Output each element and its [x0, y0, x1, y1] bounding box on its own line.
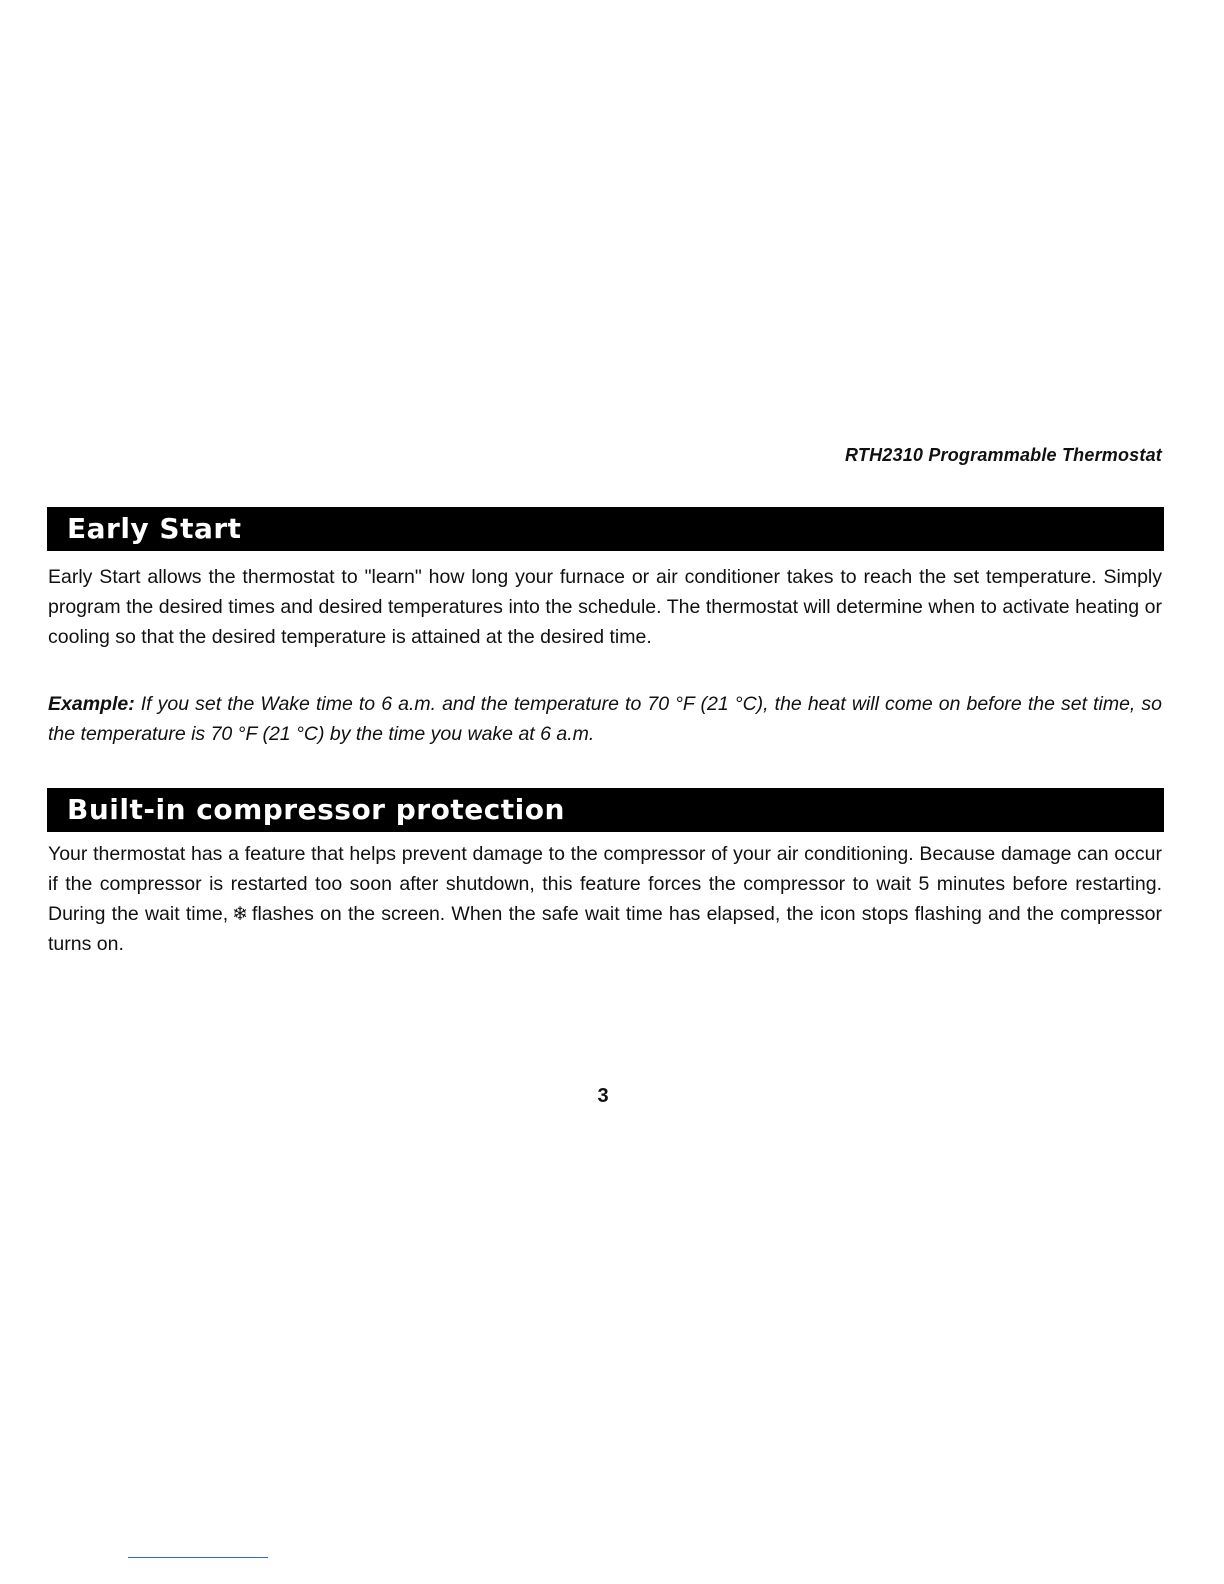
- compressor-paragraph: [48, 839, 1162, 959]
- compressor-text-before-icon: Your thermostat has a feature that helps prevent damage to the compressor of your air conditioning. Because damage can occur if the compressor is restarted too soon after shutdown, this feature forces the compressor to wait 5 minutes before restarting. During the wait time,: [48, 843, 1162, 925]
- snowflake-icon: ❄: [232, 904, 249, 925]
- section-heading-compressor-protection: Built-in compressor protection: [47, 788, 1164, 832]
- early-start-paragraph: Early Start allows the thermostat to "learn" how long your furnace or air conditioner takes to reach the set temperature. Simply program the desired times and desired temperatures into the schedule. The thermostat will determine when to activate heating or cooling so that the desired temperature is attained at the desired time.: [48, 566, 1162, 648]
- footer-rule: [128, 1557, 268, 1558]
- compressor-text-after-icon: flashes on the screen. When the safe wait time has elapsed, the icon stops flashing and the compressor turns on.: [48, 903, 1162, 955]
- section-heading-early-start: Early Start: [47, 507, 1164, 551]
- example-label: Example:: [48, 693, 135, 715]
- page-number: 3: [597, 1085, 609, 1107]
- early-start-example: [48, 689, 1162, 749]
- running-header: RTH2310 Programmable Thermostat: [845, 445, 1162, 465]
- example-text: If you set the Wake time to 6 a.m. and the temperature to 70 °F (21 °C), the heat will come on before the set time, so the temperature is 70 °F (21 °C) by the time you wake at 6 a.m.: [48, 693, 1162, 745]
